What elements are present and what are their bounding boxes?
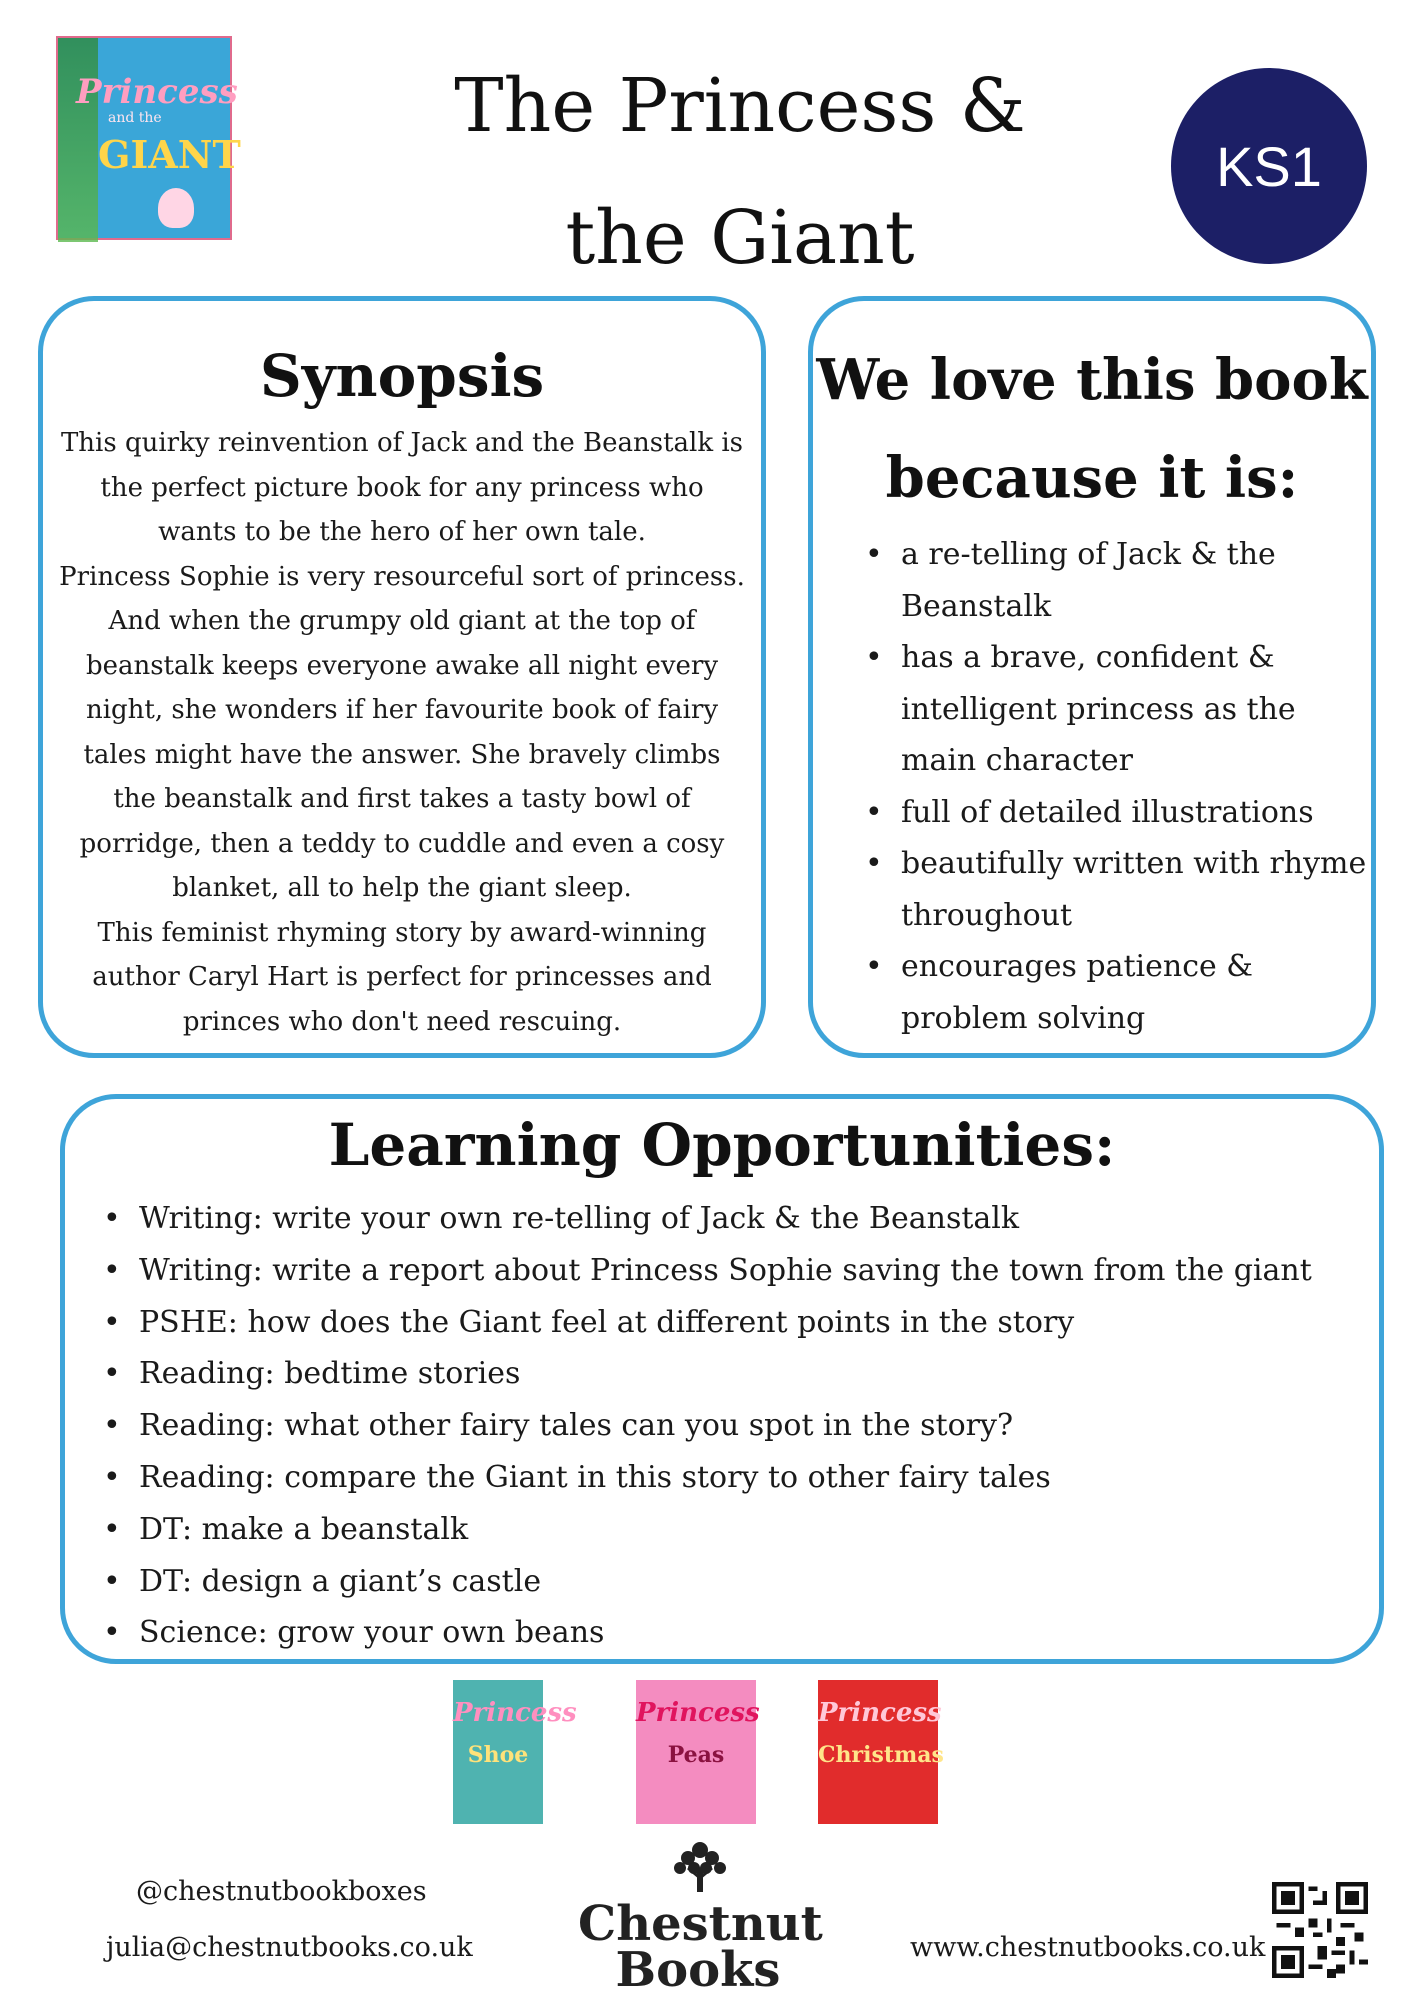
synopsis-paragraph: Princess Sophie is very resourceful sort of princess. And when the grumpy old giant at the top of beanstalk keeps everyone awake all night every night, she wonders if her favourite book of fairy tales might have the answer. She bravely climbs the beanstalk and first takes a tasty bowl of porridge, then a teddy to cuddle and even a cosy blanket, all to help the giant sleep. <box>59 561 745 903</box>
contact-email[interactable]: julia@chestnutbooks.co.uk <box>106 1932 473 1963</box>
list-item: • Science: grow your own beans <box>139 1607 1379 1659</box>
list-item: • Writing: write your own re-telling of Jack & the Beanstalk <box>139 1193 1379 1245</box>
list-item: • Reading: compare the Giant in this story to other fairy tales <box>139 1452 1379 1504</box>
list-item: • DT: design a giant’s castle <box>139 1556 1379 1608</box>
list-item: • Reading: bedtime stories <box>139 1348 1379 1400</box>
list-item: • has a brave, confident & intelligent princess as the main character <box>901 632 1371 787</box>
title-line-2: the Giant <box>565 195 915 281</box>
princess-illustration <box>158 188 194 228</box>
list-item: • full of detailed illustrations <box>901 787 1371 839</box>
key-stage-badge: KS1 <box>1171 68 1367 264</box>
cover-title-small: and the <box>108 110 162 126</box>
learning-list <box>65 1193 1379 1659</box>
why-we-love-heading: We love this book because it is: <box>816 347 1368 511</box>
related-book-subtitle: Christmas <box>818 1742 944 1768</box>
website-link[interactable]: www.chestnutbooks.co.uk <box>910 1932 1266 1963</box>
beanstalk-illustration <box>58 38 98 242</box>
learning-opportunities-panel <box>60 1094 1384 1664</box>
related-book-title: Princess <box>453 1698 577 1728</box>
related-book-title: Princess <box>636 1698 760 1728</box>
list-item: • Reading: what other fairy tales can you spot in the story? <box>139 1400 1379 1452</box>
related-book-cover-christmas <box>818 1680 944 1824</box>
list-item: • encourages patience & problem solving <box>901 941 1371 1044</box>
list-item: • beautifully written with rhyme throughout <box>901 838 1371 941</box>
list-item: • a re-telling of Jack & the Beanstalk <box>901 529 1371 632</box>
book-cover-image <box>56 36 241 240</box>
social-handle[interactable]: @chestnutbookboxes <box>136 1876 427 1907</box>
page-title <box>380 40 1100 304</box>
qr-code[interactable] <box>1272 1882 1368 1978</box>
learning-heading: Learning Opportunities: <box>328 1111 1116 1179</box>
title-line-1: The Princess & <box>454 63 1026 149</box>
related-book-subtitle: Shoe <box>467 1742 529 1768</box>
list-item: • PSHE: how does the Giant feel at different points in the story <box>139 1297 1379 1349</box>
cover-title-word1: Princess <box>76 72 238 112</box>
synopsis-heading: Synopsis <box>259 342 545 410</box>
brand-name-line1: Chestnut <box>578 1896 823 1952</box>
cover-title-word2: GIANT <box>98 132 241 177</box>
related-book-cover-peas <box>636 1680 760 1824</box>
list-item: • DT: make a beanstalk <box>139 1504 1379 1556</box>
chestnut-books-logo <box>578 1838 823 1998</box>
synopsis-paragraph: This feminist rhyming story by award-winning author Caryl Hart is perfect for princesses and princes who don't need rescuing. <box>92 917 712 1037</box>
brand-name-line2: Books <box>615 1942 781 1998</box>
related-book-subtitle: Peas <box>667 1742 725 1768</box>
synopsis-panel <box>38 296 766 1058</box>
synopsis-paragraph: This quirky reinvention of Jack and the Beanstalk is the perfect picture book for any princess who wants to be the hero of her own tale. <box>60 428 744 547</box>
tree-icon <box>670 1838 730 1894</box>
why-we-love-panel <box>808 296 1376 1058</box>
why-we-love-list <box>813 529 1371 1044</box>
list-item: • Writing: write a report about Princess Sophie saving the town from the giant <box>139 1245 1379 1297</box>
related-book-cover-shoe <box>453 1680 577 1824</box>
synopsis-text <box>59 421 745 1044</box>
related-book-title: Princess <box>818 1698 942 1728</box>
